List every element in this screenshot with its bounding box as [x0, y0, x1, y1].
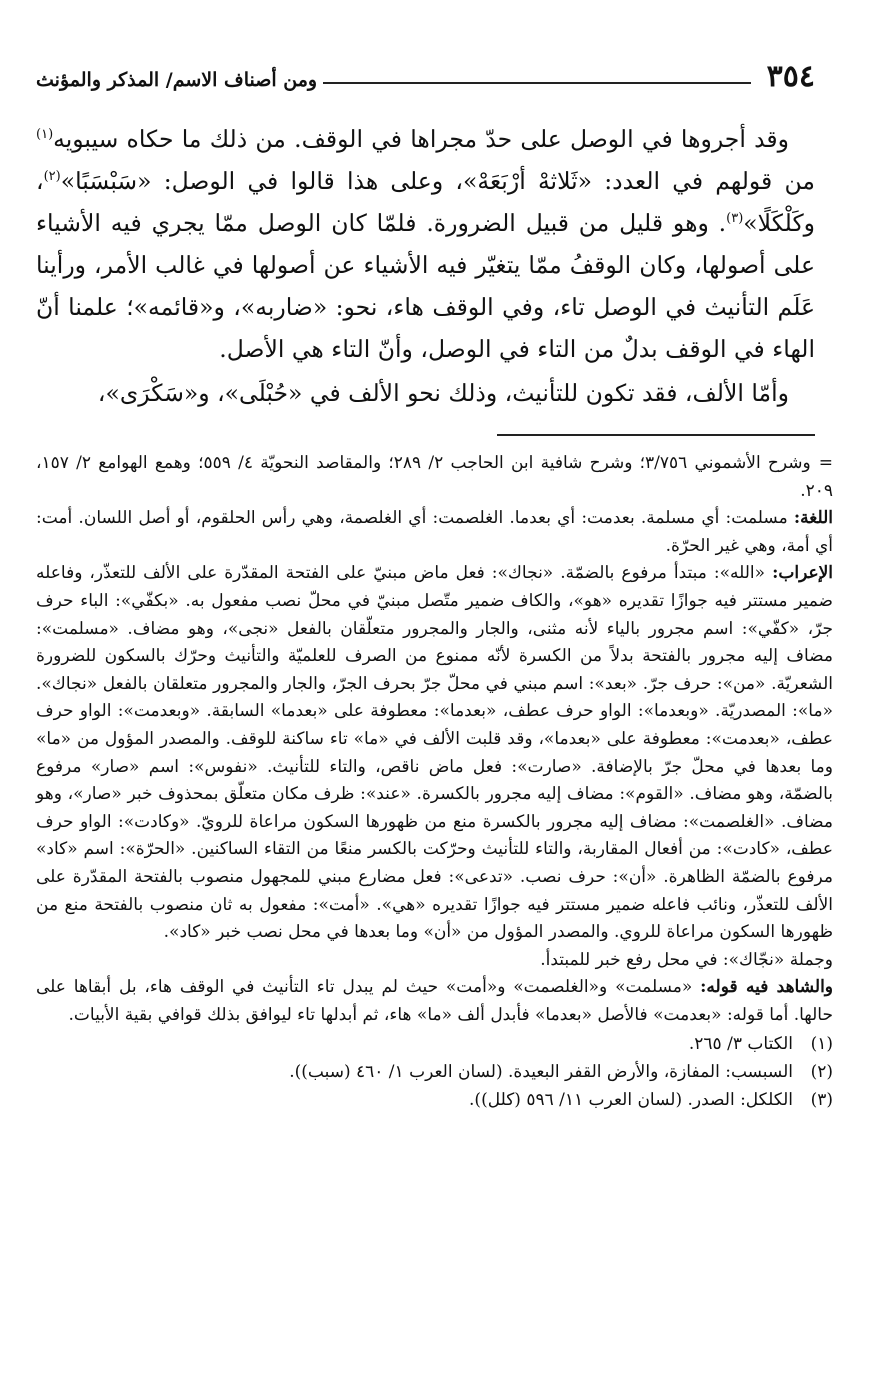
- running-header: [36, 58, 815, 92]
- footnotes-section: [36, 450, 833, 1114]
- header-rule: [323, 82, 751, 84]
- irab-note: [36, 560, 833, 946]
- continuation-mark: =: [818, 453, 833, 473]
- jumla-note: وجملة «نجّاك»: في محل رفع خبر للمبتدأ.: [540, 949, 833, 970]
- footnote-text: الكتاب ٣/ ٢٦٥.: [688, 1034, 793, 1055]
- main-text-segment: . وهو قليل من قبيل الضرورة. فلمّا كان الوصل ممّا يجري فيه الأشياء على أصولها، وكان الوقفُ ممّا يتغيّر فيه الأشياء عن أصولها في غالب الأمر، ورأينا عَلَم التأنيث في الوصل تاء، وفي الوقف هاء، نحو: «ضاربه»، و«قائمه»؛ علمنا أنّ الهاء في الوقف بدلٌ من التاء في الوصل، وأنّ التاء هي الأصل.: [36, 209, 815, 363]
- footnote-ref-2[interactable]: (٢): [43, 169, 61, 185]
- irab-text: «الله»: مبتدأ مرفوع بالضمّة. «نجاك»: فعل ماض مبنيّ على الفتحة المقدّرة على الألف للتعذّر، وفاعله ضمير مستتر فيه جوازًا تقديره «هو»، والكاف ضمير متّصل مبنيّ في محلّ نصب مفعول به. «بكفّي»: الباء حرف جرّ، «كفّي»: اسم مجرور بالياء لأنه مثنى، والجار والمجرور متعلّقان بالفعل «نجى»، وهو مضاف. «مسلمت»: مضاف إليه مجرور بالفتحة بدلاً من الكسرة لأنّه ممنوع من الصرف للعلميّة والتأنيث وحرّك بالسكون للضرورة الشعريّة. «من»: حرف جرّ. «بعد»: اسم مبني في محلّ جرّ بحرف الجرّ، والجار والمجرور متعلقان بالفعل «نجاك». «ما»: المصدريّة. «وبعدما»: الواو حرف عطف، «بعدما»: معطوفة على «بعدما» السابقة. «وبعدمت»: الواو حرف عطف، «بعدمت»: معطوفة على «بعدما»، وقد قلبت الألف في «ما» تاء ساكنة للوقف. والمصدر المؤول من «ما» وما بعدها في محلّ جرّ بالإضافة. «صارت»: فعل ماض ناقص، والتاء للتأنيث. «نفوس»: اسم «صار» مرفوع بالضمّة، وهو مضاف. «القوم»: مضاف إليه مجرور بالكسرة. «عند»: ظرف مكان متعلّق بمحذوف خبر «صار»، وهو مضاف. «الغلصمت»: مضاف إليه مجرور بالكسرة منع من ظهورها السكون مراعاة للرويّ. «وكادت»: الواو حرف عطف، «كادت»: من أفعال المقاربة، والتاء للتأنيث وحرّكت بالكسر منعًا من التقاء الساكنين. «الحرّة»: اسم «كاد» مرفوع بالضمّة الظاهرة. «أن»: حرف نصب. «تدعى»: فعل مضارع مبني للمجهول منصوب بالفتحة المقدّرة على الألف للتعذّر، ونائب فاعله ضمير مستتر فيه جوازًا تقديره «هي». «أمت»: مفعول به ثان منصوب بالفتحة منع من ظهورها السكون مراعاة للروي. والمصدر المؤول من «أن» وما بعدها في محل نصب خبر «كاد».: [36, 563, 833, 943]
- footnote-text: الكلكل: الصدر. (لسان العرب ١١/ ٥٩٦ (كلل)).: [469, 1089, 793, 1110]
- footnote-text: السبسب: المفازة، والأرض القفر البعيدة. (لسان العرب ١/ ٤٦٠ (سبب)).: [289, 1062, 793, 1083]
- lugha-note: [36, 505, 833, 560]
- footnote-number: (٢): [810, 1062, 833, 1083]
- footnote-item: [36, 1059, 833, 1087]
- lugha-text: مسلمت: أي مسلمة. بعدمت: أي بعدما. الغلصمت: أي الغلصمة، وهي رأس الحلقوم، أو أصل اللسان. أمت: أي أمة، وهي غير الحرّة.: [36, 508, 833, 556]
- footnote-ref-3[interactable]: (٣): [726, 211, 744, 227]
- footnote-item: [36, 1031, 833, 1059]
- main-text-segment: ، وكَلْكَلًا»: [36, 167, 815, 237]
- footnote-item: [36, 1087, 833, 1115]
- lugha-label: اللغة:: [793, 508, 833, 529]
- main-paragraph-1: [36, 118, 815, 370]
- footnote-continuation: [36, 450, 833, 505]
- sources-text: وشرح الأشموني ٣/٧٥٦؛ وشرح شافية ابن الحاجب ٢/ ٢٨٩؛ والمقاصد النحويّة ٤/ ٥٥٩؛ وهمع الهوامع ٢/ ١٥٧، ٢٠٩.: [36, 453, 833, 501]
- irab-label: الإعراب:: [772, 563, 834, 584]
- shahid-note: [36, 974, 833, 1029]
- main-paragraph-2: وأمّا الألف، فقد تكون للتأنيث، وذلك نحو الألف في «حُبْلَى»، و«سَكْرَى»،: [97, 379, 789, 407]
- main-text-segment: من قولهم في العدد: «ثَلاثهْ أرْبَعَهْ»، وعلى هذا قالوا في الوصل: «سَبْسَبًا»: [60, 167, 815, 195]
- page-number: ٣٥٤: [766, 59, 815, 94]
- shahid-text: «مسلمت» و«الغلصمت» و«أمت» حيث لم يبدل تاء التأنيث في الوقف هاء، بل أبقاها على حالها. أما قوله: «بعدمت» فالأصل «بعدما» فأبدل ألف «ما» هاء، ثم أبدلها تاء ليوافق بذلك قوافي بقية الأبيات.: [36, 977, 833, 1025]
- footnote-list: [36, 1031, 833, 1114]
- shahid-label: والشاهد فيه قوله:: [700, 977, 834, 998]
- footnote-separator: [497, 434, 815, 436]
- header-title: ومن أصناف الاسم/ المذكر والمؤنث: [36, 69, 318, 91]
- main-text-segment: وقد أجروها في الوصل على حدّ مجراها في الوقف. من ذلك ما حكاه سيبويه: [53, 125, 789, 153]
- footnote-number: (٣): [810, 1089, 833, 1110]
- footnote-number: (١): [810, 1034, 833, 1055]
- footnote-ref-1[interactable]: (١): [36, 127, 54, 143]
- main-text: [36, 118, 815, 414]
